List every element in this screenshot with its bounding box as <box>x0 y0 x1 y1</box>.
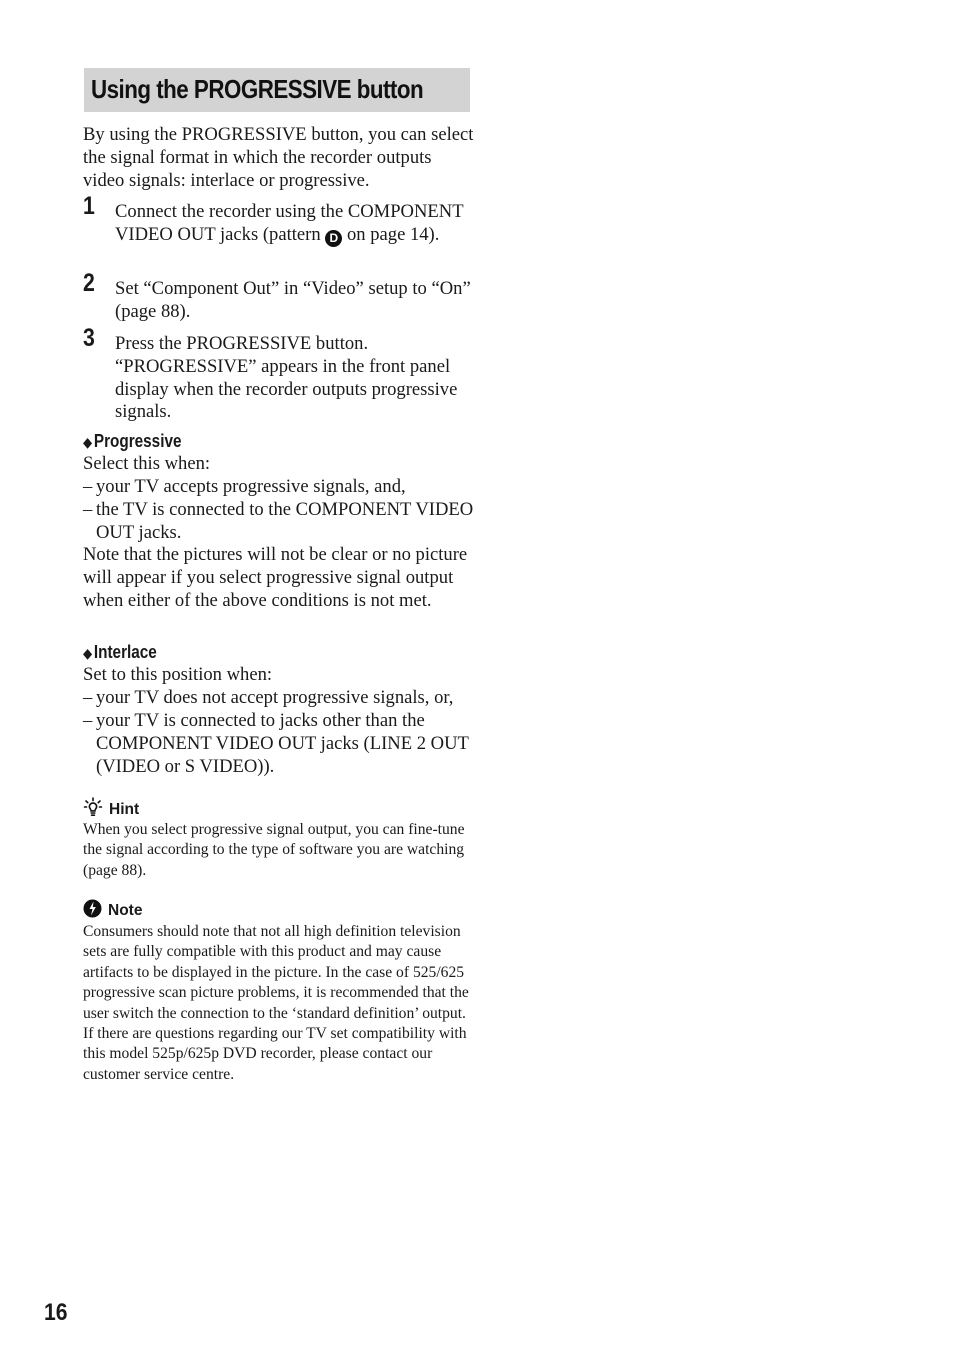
step-text: Set “Component Out” in “Video” setup to “On” (page 88). <box>115 278 471 322</box>
hint-text: When you select progressive signal output, you can fine-tune the signal according to the type of software you are watching (page 88). <box>83 821 465 879</box>
list-item-text: the TV is connected to the COMPONENT VIDEO OUT jacks. <box>96 499 474 543</box>
dash-bullet: – <box>83 687 93 708</box>
step-text-part: Connect the recorder using the COMPONENT VIDEO OUT jacks (pattern <box>115 201 464 245</box>
progressive-note: Note that the pictures will not be clear or no picture will appear if you select progressive signal output when either of the above conditions is not met. <box>83 544 468 611</box>
interlace-heading-label: Interlace <box>93 642 157 662</box>
note-icon <box>83 899 102 923</box>
pattern-d-marker-icon: D <box>325 230 342 247</box>
step-text-part: on page 14). <box>342 223 440 245</box>
intro-paragraph: By using the PROGRESSIVE button, you can select the signal format in which the recorder outputs video signals: interlace or progressive. <box>83 124 474 191</box>
list-item-text: your TV accepts progressive signals, and, <box>96 476 406 497</box>
lightbulb-icon <box>83 797 103 822</box>
step-number: 2 <box>83 269 95 297</box>
step-number: 3 <box>83 324 95 352</box>
dash-bullet: – <box>83 499 93 520</box>
note-label: Note <box>108 902 143 919</box>
diamond-bullet-icon: ◆ <box>83 434 93 450</box>
interlace-lead: Set to this position when: <box>83 664 273 685</box>
progressive-heading-label: Progressive <box>93 431 182 451</box>
diamond-bullet-icon: ◆ <box>83 645 93 661</box>
progressive-lead: Select this when: <box>83 453 211 474</box>
interlace-heading <box>83 642 157 663</box>
step-text <box>115 201 475 247</box>
section-heading-bar <box>84 68 470 112</box>
step-text: Press the PROGRESSIVE button. “PROGRESSIVE” appears in the front panel display when the recorder outputs progressive signals. <box>115 333 458 423</box>
note-text: Consumers should note that not all high definition television sets are fully compatible with this product and may cause artifacts to be displayed in the picture. In the case of 525/625 progressive scan picture problems, it is recommended that the user switch the connection to the ‘standard definition’ output. If there are questions regarding our TV set compatibility with this model 525p/625p DVD recorder, please contact our customer service centre. <box>83 923 469 1083</box>
page-number: 16 <box>44 1299 68 1326</box>
hint-label: Hint <box>109 800 140 818</box>
step-number: 1 <box>83 192 95 220</box>
dash-bullet: – <box>83 476 93 497</box>
section-title: Using the PROGRESSIVE button <box>91 74 424 104</box>
list-item-text: your TV does not accept progressive signals, or, <box>96 687 454 708</box>
note-heading <box>83 899 142 923</box>
hint-heading <box>83 797 139 822</box>
list-item-text: your TV is connected to jacks other than the COMPONENT VIDEO OUT jacks (LINE 2 OUT (VIDEO or S VIDEO)). <box>96 710 469 777</box>
progressive-heading <box>83 431 181 452</box>
dash-bullet: – <box>83 710 93 731</box>
